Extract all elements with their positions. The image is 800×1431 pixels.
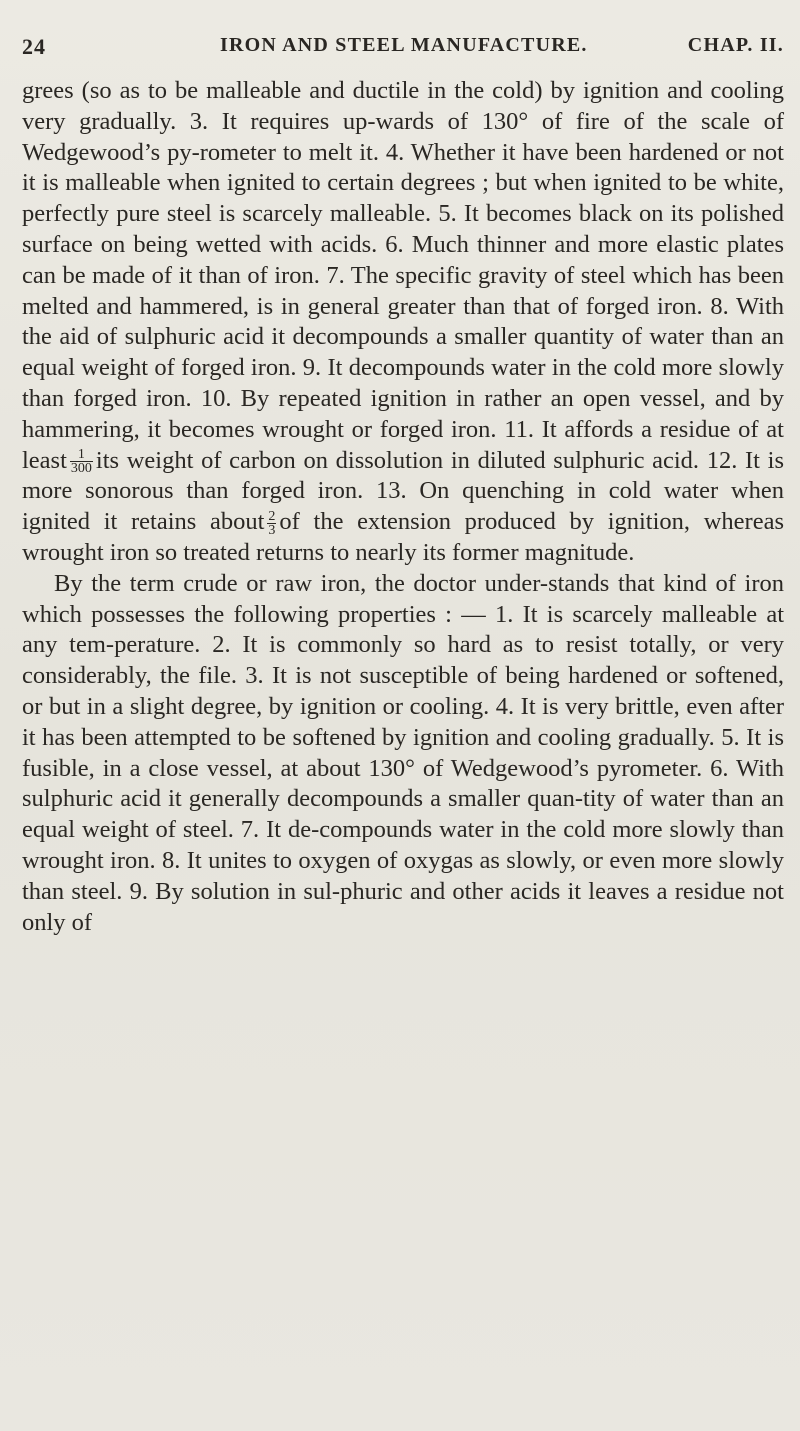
running-head: IRON AND STEEL MANUFACTURE. [220,34,588,56]
paragraph-steel-properties [22,76,784,569]
page-number: 24 [22,34,46,59]
chapter-label: CHAP. II. [687,34,784,56]
fraction-denominator: 3 [268,523,276,539]
fraction-one-three-hundredth [70,448,93,475]
paragraph-crude-iron: By the term crude or raw iron, the doctor under-stands that kind of iron which possesses the following properties : — 1. It is scarcely malleable at any tem-perature. 2. It is commonly so hard as to resist totally, or very considerably, the file. 3. It is not susceptible of being hardened or softened, or but in a slight degree, by ignition or cooling. 4. It is very brittle, even after it has been attempted to be softened by ignition and cooling gradually. 5. It is fusible, in a close vessel, at about 130° of Wedgewood’s pyrometer. 6. With sulphuric acid it generally decompounds a smaller quan-tity of water than an equal weight of steel. 7. It de-compounds water in the cold more slowly than wrought iron. 8. It unites to oxygen of oxygas as slowly, or even more slowly than steel. 9. By solution in sul-phuric and other acids it leaves a residue not only of [22,569,784,936]
fraction-denominator: 300 [70,461,92,477]
fraction-numerator: 1 [70,448,93,462]
paragraph-text: of the extension produced by ignition, whereas wrought iron so treated returns to nearly its former magnitude. [22,508,784,566]
page-header [22,34,784,64]
paragraph-text: grees (so as to be malleable and ductile in the cold) by ignition and cooling very gradually. 3. It requires up-wards of 130° of fire of the scale of Wedgewood’s py-rometer to melt it. 4. Whether it have been hardened or not it is malleable when ignited to certain degrees ; but when ignited to be white, perfectly pure steel is scarcely malleable. 5. It becomes black on its polished surface on being wetted with acids. 6. Much thinner and more elastic plates can be made of it than of iron. 7. The specific gravity of steel which has been melted and hammered, is in general greater than that of forged iron. 8. With the aid of sulphuric acid it decompounds a smaller quantity of water than an equal weight of forged iron. 9. It decompounds water in the cold more slowly than forged iron. 10. By repeated ignition in rather an open vessel, and by hammering, it becomes wrought or forged iron. 11. It affords a residue of at least [22,77,784,474]
fraction-two-thirds [267,510,276,537]
paragraph-text: its weight of carbon on dissolution in diluted sulphuric acid. 12. It is more sonorous than forged iron. 13. On quenching in cold water when ignited it retains about [22,446,784,536]
body-text [22,76,784,938]
fraction-numerator: 2 [268,509,276,525]
